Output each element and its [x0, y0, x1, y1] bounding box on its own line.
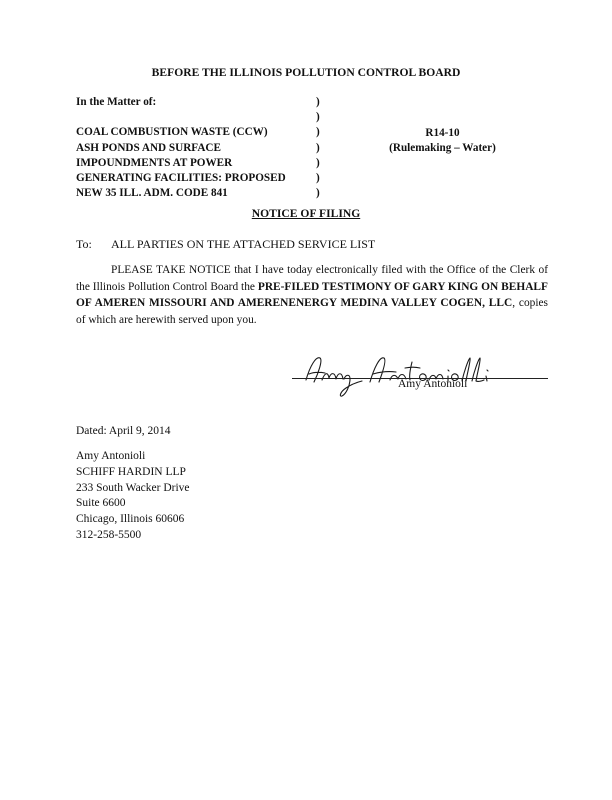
paren: ) — [316, 126, 320, 139]
address-line: 233 South Wacker Drive — [76, 481, 190, 494]
caption-parentheses — [316, 95, 320, 201]
docket-type: (Rulemaking – Water) — [389, 142, 496, 155]
board-heading: BEFORE THE ILLINOIS POLLUTION CONTROL BOARD — [151, 66, 461, 79]
matter-label: In the Matter of: — [76, 96, 157, 108]
body-document-title: PRE-FILED TESTIMONY OF GARY KING ON BEHALF OF AMEREN MISSOURI AND AMERENENERGY MEDINA VALLEY COGEN, LLC — [76, 280, 548, 309]
signature — [292, 352, 548, 402]
notice-body — [76, 262, 548, 328]
paren: ) — [316, 187, 320, 200]
docket-block — [370, 126, 515, 156]
to-recipients: ALL PARTIES ON THE ATTACHED SERVICE LIST — [111, 237, 376, 251]
paren: ) — [316, 141, 320, 154]
signer-name: Amy Antonioli — [398, 378, 468, 390]
paren: ) — [316, 111, 320, 124]
date-line: Dated: April 9, 2014 — [76, 425, 171, 437]
address-line: SCHIFF HARDIN LLP — [76, 465, 186, 478]
address-line: Amy Antonioli — [76, 450, 146, 462]
address-line: Chicago, Illinois 60606 — [76, 513, 185, 526]
notice-title: NOTICE OF FILING — [251, 207, 361, 220]
paren: ) — [316, 96, 320, 108]
address-line: 312-258-5500 — [76, 528, 142, 541]
case-caption — [76, 95, 286, 201]
caption-spacer — [76, 110, 286, 125]
docket-number: R14-10 — [425, 127, 460, 139]
signer-address — [76, 449, 190, 544]
address-line: Suite 6600 — [76, 497, 126, 510]
caption-line: ASH PONDS AND SURFACE — [76, 141, 221, 154]
caption-line: IMPOUNDMENTS AT POWER — [76, 156, 233, 169]
body-outro: , copies of which are herewith served upon you. — [76, 297, 548, 326]
paren: ) — [316, 156, 320, 169]
paren: ) — [316, 171, 320, 184]
handwritten-signature — [292, 352, 548, 402]
to-label: To: — [76, 237, 92, 251]
caption-line: COAL COMBUSTION WASTE (CCW) — [76, 126, 268, 139]
body-intro: PLEASE TAKE NOTICE that I have today electronically filed with the Office of the Clerk of the Illinois Pollution Control Board the — [76, 264, 548, 293]
caption-line: NEW 35 ILL. ADM. CODE 841 — [76, 187, 228, 200]
caption-line: GENERATING FACILITIES: PROPOSED — [76, 171, 286, 184]
